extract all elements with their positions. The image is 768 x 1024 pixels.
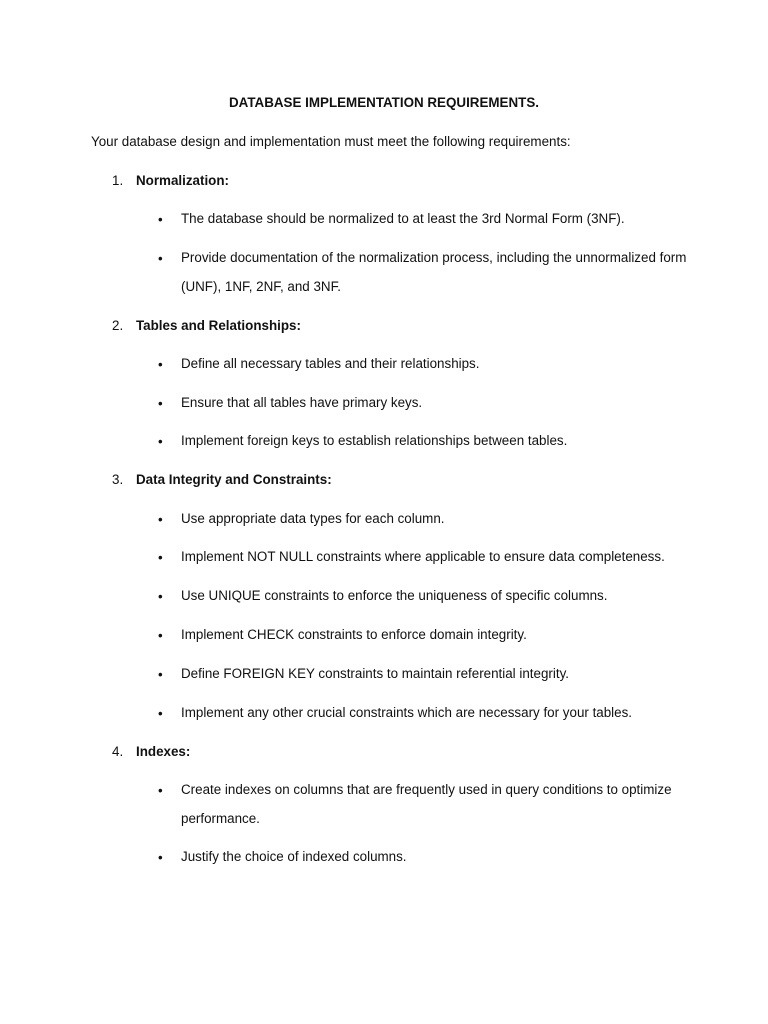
list-item: Implement NOT NULL constraints where applicable to ensure data completeness. [181, 549, 665, 564]
document-title: DATABASE IMPLEMENTATION REQUIREMENTS. [229, 95, 539, 110]
list-item: Implement foreign keys to establish relationships between tables. [181, 433, 568, 448]
intro-paragraph: Your database design and implementation must meet the following requirements: [91, 134, 571, 149]
section-heading: Normalization: [136, 173, 229, 188]
bullet-icon: • [158, 850, 163, 865]
section-heading: Indexes: [136, 744, 191, 759]
list-item: Implement CHECK constraints to enforce domain integrity. [181, 627, 527, 642]
section-number: 3. [112, 472, 124, 487]
list-item: Define FOREIGN KEY constraints to maintain referential integrity. [181, 666, 569, 681]
list-item: The database should be normalized to at least the 3rd Normal Form (3NF). [181, 211, 625, 226]
section-number: 4. [112, 744, 124, 759]
bullet-icon: • [158, 589, 163, 604]
list-item: Implement any other crucial constraints which are necessary for your tables. [181, 705, 633, 720]
list-item: Provide documentation of the normalization process, including the unnormalized form (UNF), 1NF, 2NF, and 3NF. [181, 250, 687, 294]
bullet-icon: • [158, 434, 163, 449]
bullet-icon: • [158, 251, 163, 266]
bullet-icon: • [158, 667, 163, 682]
section-number: 1. [112, 173, 124, 188]
list-item: Define all necessary tables and their relationships. [181, 356, 480, 371]
bullet-icon: • [158, 628, 163, 643]
list-item: Ensure that all tables have primary keys. [181, 395, 423, 410]
list-item: Create indexes on columns that are frequently used in query conditions to optimize performance. [181, 782, 672, 826]
list-item: Use UNIQUE constraints to enforce the uniqueness of specific columns. [181, 588, 608, 603]
bullet-icon: • [158, 396, 163, 411]
section-heading: Data Integrity and Constraints: [136, 472, 332, 487]
section-number: 2. [112, 318, 124, 333]
list-item: Use appropriate data types for each column. [181, 511, 445, 526]
list-item: Justify the choice of indexed columns. [181, 849, 407, 864]
bullet-icon: • [158, 783, 163, 798]
bullet-icon: • [158, 706, 163, 721]
bullet-icon: • [158, 550, 163, 565]
section-heading: Tables and Relationships: [136, 318, 301, 333]
bullet-icon: • [158, 212, 163, 227]
bullet-icon: • [158, 357, 163, 372]
bullet-icon: • [158, 512, 163, 527]
